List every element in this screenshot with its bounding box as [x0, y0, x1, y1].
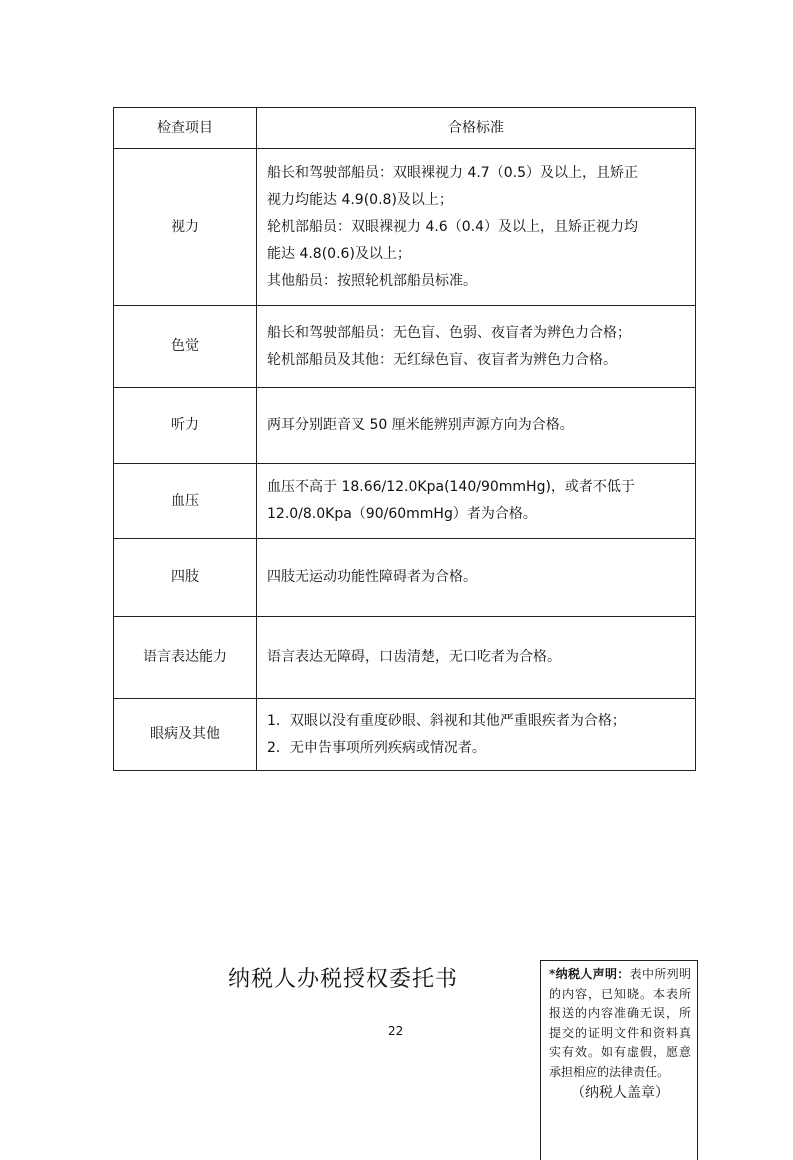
row-item: 视力 — [114, 149, 257, 306]
standard-line: 轮机部船员：双眼裸视力 4.6（0.4）及以上，且矫正视力均 — [267, 218, 638, 235]
row-standard — [257, 306, 696, 388]
standard-line: 船长和驾驶部船员：无色盲、色弱、夜盲者为辨色力合格； — [267, 324, 631, 341]
row-item: 血压 — [114, 464, 257, 539]
declaration-label: *纳税人声明： — [549, 967, 630, 981]
declaration-text: 表中所列明的内容，已知晓。本表所报送的内容准确无误，所提交的证明文件和资料真实有效。如有虚假，愿意承担相应的法律责任。 — [549, 967, 691, 1079]
standard-line: 语言表达无障碍，口齿清楚，无口吃者为合格。 — [267, 649, 561, 665]
row-item: 语言表达能力 — [114, 617, 257, 699]
taxpayer-seal: （纳税人盖章） — [571, 1085, 669, 1101]
header-item: 检查项目 — [114, 108, 257, 149]
table-row — [114, 539, 696, 617]
medical-standards-table — [113, 107, 696, 771]
table-row — [114, 617, 696, 699]
table-row — [114, 306, 696, 388]
standard-line: 1．双眼以没有重度砂眼、斜视和其他严重眼疾者为合格； — [267, 712, 626, 729]
document-title: 纳税人办税授权委托书 — [228, 967, 459, 992]
standard-line: 血压不高于 18.66/12.0Kpa(140/90mmHg)，或者不低于 — [267, 479, 635, 495]
standard-line: 其他船员：按照轮机部船员标准。 — [267, 272, 477, 289]
standard-line: 船长和驾驶部船员：双眼裸视力 4.7（0.5）及以上，且矫正 — [267, 164, 638, 181]
standard-line: 四肢无运动功能性障碍者为合格。 — [267, 569, 477, 585]
row-standard — [257, 149, 696, 306]
table-row — [114, 464, 696, 539]
standard-line: 能达 4.8(0.6)及以上； — [267, 245, 411, 262]
page-number: 22 — [388, 1024, 404, 1038]
row-standard — [257, 539, 696, 617]
row-standard — [257, 464, 696, 539]
standard-line: 视力均能达 4.9(0.8)及以上； — [267, 191, 453, 208]
row-standard — [257, 699, 696, 771]
table-row — [114, 388, 696, 464]
standard-line: 12.0/8.0Kpa（90/60mmHg）者为合格。 — [267, 506, 537, 522]
row-item: 眼病及其他 — [114, 699, 257, 771]
table-row — [114, 149, 696, 306]
row-item: 听力 — [114, 388, 257, 464]
taxpayer-declaration-box — [540, 960, 698, 1160]
row-standard — [257, 388, 696, 464]
header-standard: 合格标准 — [257, 108, 696, 149]
standard-line: 2．无申告事项所列疾病或情况者。 — [267, 739, 486, 756]
table-header-row — [114, 108, 696, 149]
row-item: 四肢 — [114, 539, 257, 617]
row-item: 色觉 — [114, 306, 257, 388]
standard-line: 两耳分别距音叉 50 厘米能辨别声源方向为合格。 — [267, 417, 574, 433]
table-row — [114, 699, 696, 771]
row-standard — [257, 617, 696, 699]
standard-line: 轮机部船员及其他：无红绿色盲、夜盲者为辨色力合格。 — [267, 351, 617, 368]
